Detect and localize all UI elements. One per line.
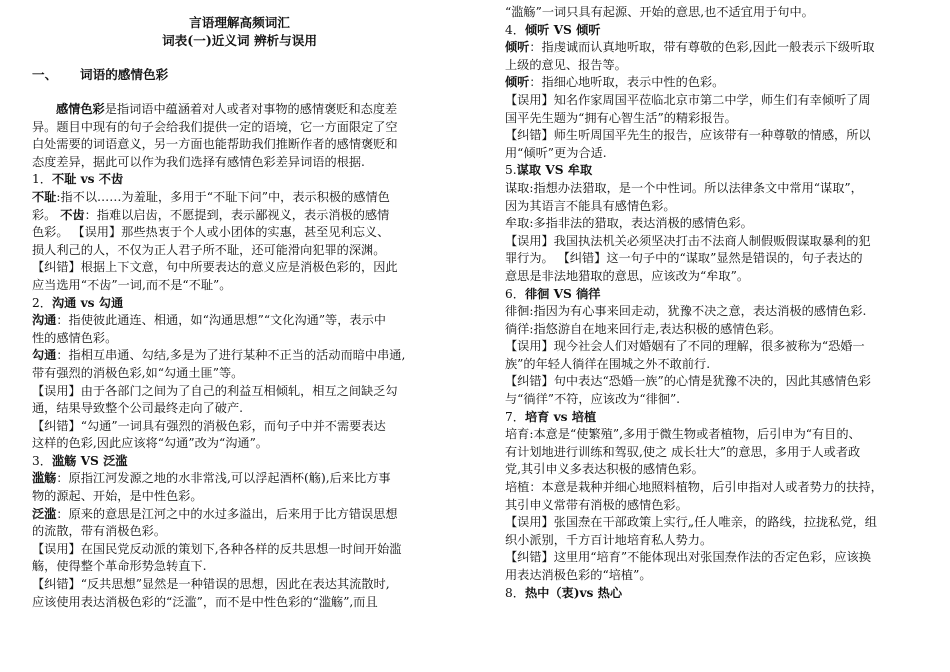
term-label: 培育 vs 培植 [524,409,597,424]
text-segment: ：原指江河发源之地的水非常浅,可以浮起酒杯(觞),后来比方事 [56,471,391,486]
text-segment: 5. [505,163,517,178]
text-segment: 通，结果导致整个公司最终走向了破产. [32,401,244,416]
term-label: 滥觞 [32,471,57,486]
text-segment: 党,其引申义多表达积极的感情色彩。 [505,462,704,477]
text-segment: 7． [505,409,525,424]
text-segment: :指不以……为羞耻，多用于“不耻下问”中，表示积极的感情色 [56,189,390,204]
text-line [505,338,923,356]
text-segment: 异。题目中现有的句子会给我们提供一定的语境，它一方面限定了空 [32,119,398,134]
text-line [505,215,923,233]
term-label: 不耻 vs 不齿 [51,172,124,187]
text-segment: 意思是非法地猎取的意思，应该改为“牟取”。 [505,268,750,283]
text-segment: 态度差异，据此可以作为我们选择有感情色彩差异词语的根据. [32,154,365,169]
text-segment: 应当选用“不齿”一词,而不是“不耻”。 [32,277,232,292]
text-line [32,277,447,295]
text-segment: ：指细心地听取，表示中性的色彩。 [529,75,725,90]
text-line [505,22,923,40]
text-line [32,295,447,313]
text-line [505,39,923,57]
text-segment: 这样的色彩,因此应该将“勾通”改为“沟通”。 [32,436,268,451]
text-segment: 上级的意见、报告等。 [505,57,627,72]
text-line [32,488,447,506]
text-line [32,594,447,612]
term-label: 沟通 [32,313,57,328]
text-segment: “滥觞”一词只具有起源、开始的意思,也不适宜用于句中。 [505,5,814,19]
text-segment: 【误用】在国民党反动派的策划下,各种各样的反共思想一时间开始滥 [32,541,402,556]
text-segment: 【误用】张国焘在干部政策上实行„任人唯亲，的路线，拉拢私党，组 [505,515,877,530]
text-segment: 是指词语中蕴涵着对人或者对事物的感情褒贬和态度差 [104,102,398,116]
text-segment: 损人利己的人，不仅为正人君子所不耻，还可能滑向犯罪的深渊。 [32,242,386,257]
text-segment: 织小派别，千方百计地培育私人势力。 [505,532,713,547]
text-line [505,461,923,479]
text-line [505,110,923,128]
text-line [32,400,447,418]
text-line [505,321,923,339]
text-line [32,330,447,348]
term-label: 勾通 [32,348,57,363]
text-line [505,549,923,567]
text-segment: ：指相互串通、勾结,多是为了进行某种不正当的活动而暗中串通, [56,348,406,363]
text-line [505,303,923,321]
text-segment: 徜徉:指悠游自在地来回行走,表达积极的感情色彩。 [505,321,782,336]
text-line [505,426,923,444]
text-line [505,514,923,532]
text-line [32,541,447,559]
text-line [32,383,447,401]
text-segment: 色彩。 【误用】那些热衷于个人或小团体的实惠，甚至见利忘义、 [32,225,390,240]
section-label: 词语的感情色彩 [80,67,169,82]
text-segment: 【纠错】“反共思想”显然是一种错误的思想，因此在表达其流散时, [32,577,390,592]
text-line [505,286,923,304]
term-label: 泛滥 [32,506,57,521]
text-segment: ：指难以启齿，不愿提到，表示鄙视义，表示消极的感情 [84,207,390,222]
term-label: 谋取 VS 牟取 [516,163,593,178]
text-line [505,198,923,216]
text-segment: 与“徜徉”不符，应该改为“徘徊”. [505,392,681,407]
text-segment: ：指虔诚而认真地听取，带有尊敬的色彩,因此一般表示下级听取 [529,40,875,55]
text-segment: 1． [32,172,52,187]
text-line [32,259,447,277]
text-segment: 国平先生题为“拥有心智生活”的精彩报告。 [505,110,737,125]
text-segment: 2． [32,295,52,310]
term-label: 沟通 vs 勾通 [51,295,124,310]
text-line [32,119,447,137]
text-line [32,207,447,225]
term-label: 热中（衷)vs 热心 [524,585,623,600]
text-segment: 彩。 [32,207,61,222]
text-line [32,242,447,260]
text-segment: 物的源起、开始，是中性色彩。 [32,489,203,504]
document-subtitle: 词表(一)近义词 辨析与误用 [162,33,317,48]
term-label: 倾听 [505,75,530,90]
term-label: 倾听 [505,40,530,55]
text-line [32,365,447,383]
text-line [32,347,447,365]
text-line [505,92,923,110]
text-segment: 带有强烈的消极色彩,如“勾通土匪”等。 [32,365,244,380]
section-number: 一、 [32,67,58,82]
text-segment: 【纠错】这里用“培育”不能体现出对张国焘作法的否定色彩，应该换 [505,550,871,565]
text-segment: 的流散，带有消极色彩。 [32,524,167,539]
text-line [505,444,923,462]
text-line [32,453,447,471]
text-line [505,391,923,409]
text-line [32,558,447,576]
text-segment: 【误用】现今社会人们对婚姻有了不同的理解，很多被称为“恐婚一 [505,339,865,354]
text-line [32,189,447,207]
text-line [32,136,447,154]
text-segment: 【误用】知名作家周国平莅临北京市第二中学，师生们有幸倾听了周 [505,92,871,107]
text-segment: 3． [32,453,52,468]
text-line [32,171,447,189]
text-segment: 牟取:多指非法的猎取，表达消极的感情色彩。 [505,216,753,231]
text-line [505,479,923,497]
text-segment: 因为其语言不能具有感情色彩。 [505,198,676,213]
text-segment: ：原来的意思是江河之中的水过多溢出，后来用于比方错误思想 [56,506,398,521]
text-line [505,162,923,180]
text-line [32,470,447,488]
text-line [32,523,447,541]
text-line [32,435,447,453]
text-line [32,312,447,330]
text-line [32,101,447,119]
left-body [32,101,447,611]
term-label: 感情色彩 [56,102,105,116]
text-line [32,418,447,436]
term-label: 不耻 [32,189,57,204]
right-column [505,4,923,602]
text-line [505,145,923,163]
text-segment: 【纠错】根据上下文意，句中所要表达的意义应是消极色彩的，因此 [32,260,398,275]
text-line [505,180,923,198]
text-line [505,268,923,286]
text-segment: 谋取:指想办法猎取，是一个中性词。所以法律条文中常用“谋取”， [505,180,863,195]
text-line [32,576,447,594]
text-segment: 【误用】由于各部门之间为了自己的利益互相倾轧，相互之间缺乏勾 [32,383,398,398]
text-line [505,532,923,550]
text-segment: 族”的年轻人徜徉在围城之外不敢前行. [505,356,711,371]
text-line [32,224,447,242]
text-segment: 【误用】我国执法机关必须坚决打击不法商人制假贩假谋取暴利的犯 [505,233,871,248]
text-segment: 用表达消极色彩的“培植”。 [505,568,652,582]
right-body [505,4,923,602]
document-title: 言语理解高频词汇 [189,15,290,30]
text-segment: 【纠错】“勾通”一词具有强烈的消极色彩，而句子中并不需要表达 [32,418,386,433]
text-line [505,233,923,251]
text-segment: 性的感情色彩。 [32,330,118,345]
text-line [505,585,923,603]
text-line [505,409,923,427]
text-segment: 【纠错】师生听周国平先生的报告，应该带有一种尊敬的情感，所以 [505,128,871,143]
text-line [505,373,923,391]
text-segment: 培育:本意是“使繁殖”,多用于微生物或者植物，后引申为“有目的、 [505,427,861,442]
section-heading [32,64,447,83]
text-segment: 应该使用表达消极色彩的“泛滥”，而不是中性色彩的“滥觞”,而且 [32,594,378,609]
text-line [505,567,923,585]
text-segment: 培植：本意是栽种并细心地照料植物，后引申指对人或者势力的扶持， [505,480,883,495]
text-segment: 罪行为。 【纠错】这一句子中的“谋取”显然是错误的，句子表达的 [505,251,863,266]
text-segment: 8． [505,585,525,600]
text-segment: 用“倾听”更为合适. [505,145,607,160]
term-label: 倾听 VS 倾听 [524,22,601,37]
text-segment: 【纠错】句中表达“恐婚一族”的心情是犹豫不决的，因此其感情色彩 [505,374,871,389]
text-segment: 4． [505,22,525,37]
term-label: 滥觞 VS 泛滥 [51,453,128,468]
term-label: 徘徊 VS 徜徉 [524,286,601,301]
text-segment: 白处需要的词语意义，另一方面也能帮助我们推断作者的感情褒贬和 [32,137,398,152]
text-segment: 觞，使得整个革命形势急转直下. [32,559,207,574]
text-line [505,250,923,268]
text-segment: 其引申义常带有消极的感情色彩。 [505,497,688,512]
text-line [505,4,923,22]
text-line [505,497,923,515]
text-line [505,74,923,92]
text-line [32,506,447,524]
text-line [505,57,923,75]
text-segment: ：指使彼此通连、相通，如“沟通思想”“文化沟通”等，表示中 [56,313,386,328]
text-line [505,127,923,145]
text-segment: 有计划地进行训练和驾驭,使之 成长壮大”的意思，多用于人或者政 [505,444,861,459]
left-column [32,14,447,611]
text-line [32,154,447,172]
term-label: 不齿 [60,207,85,222]
text-line [505,356,923,374]
text-segment: 6． [505,286,525,301]
text-segment: 徘徊:指因为有心事来回走动，犹豫不决之意，表达消极的感情色彩. [505,304,867,319]
